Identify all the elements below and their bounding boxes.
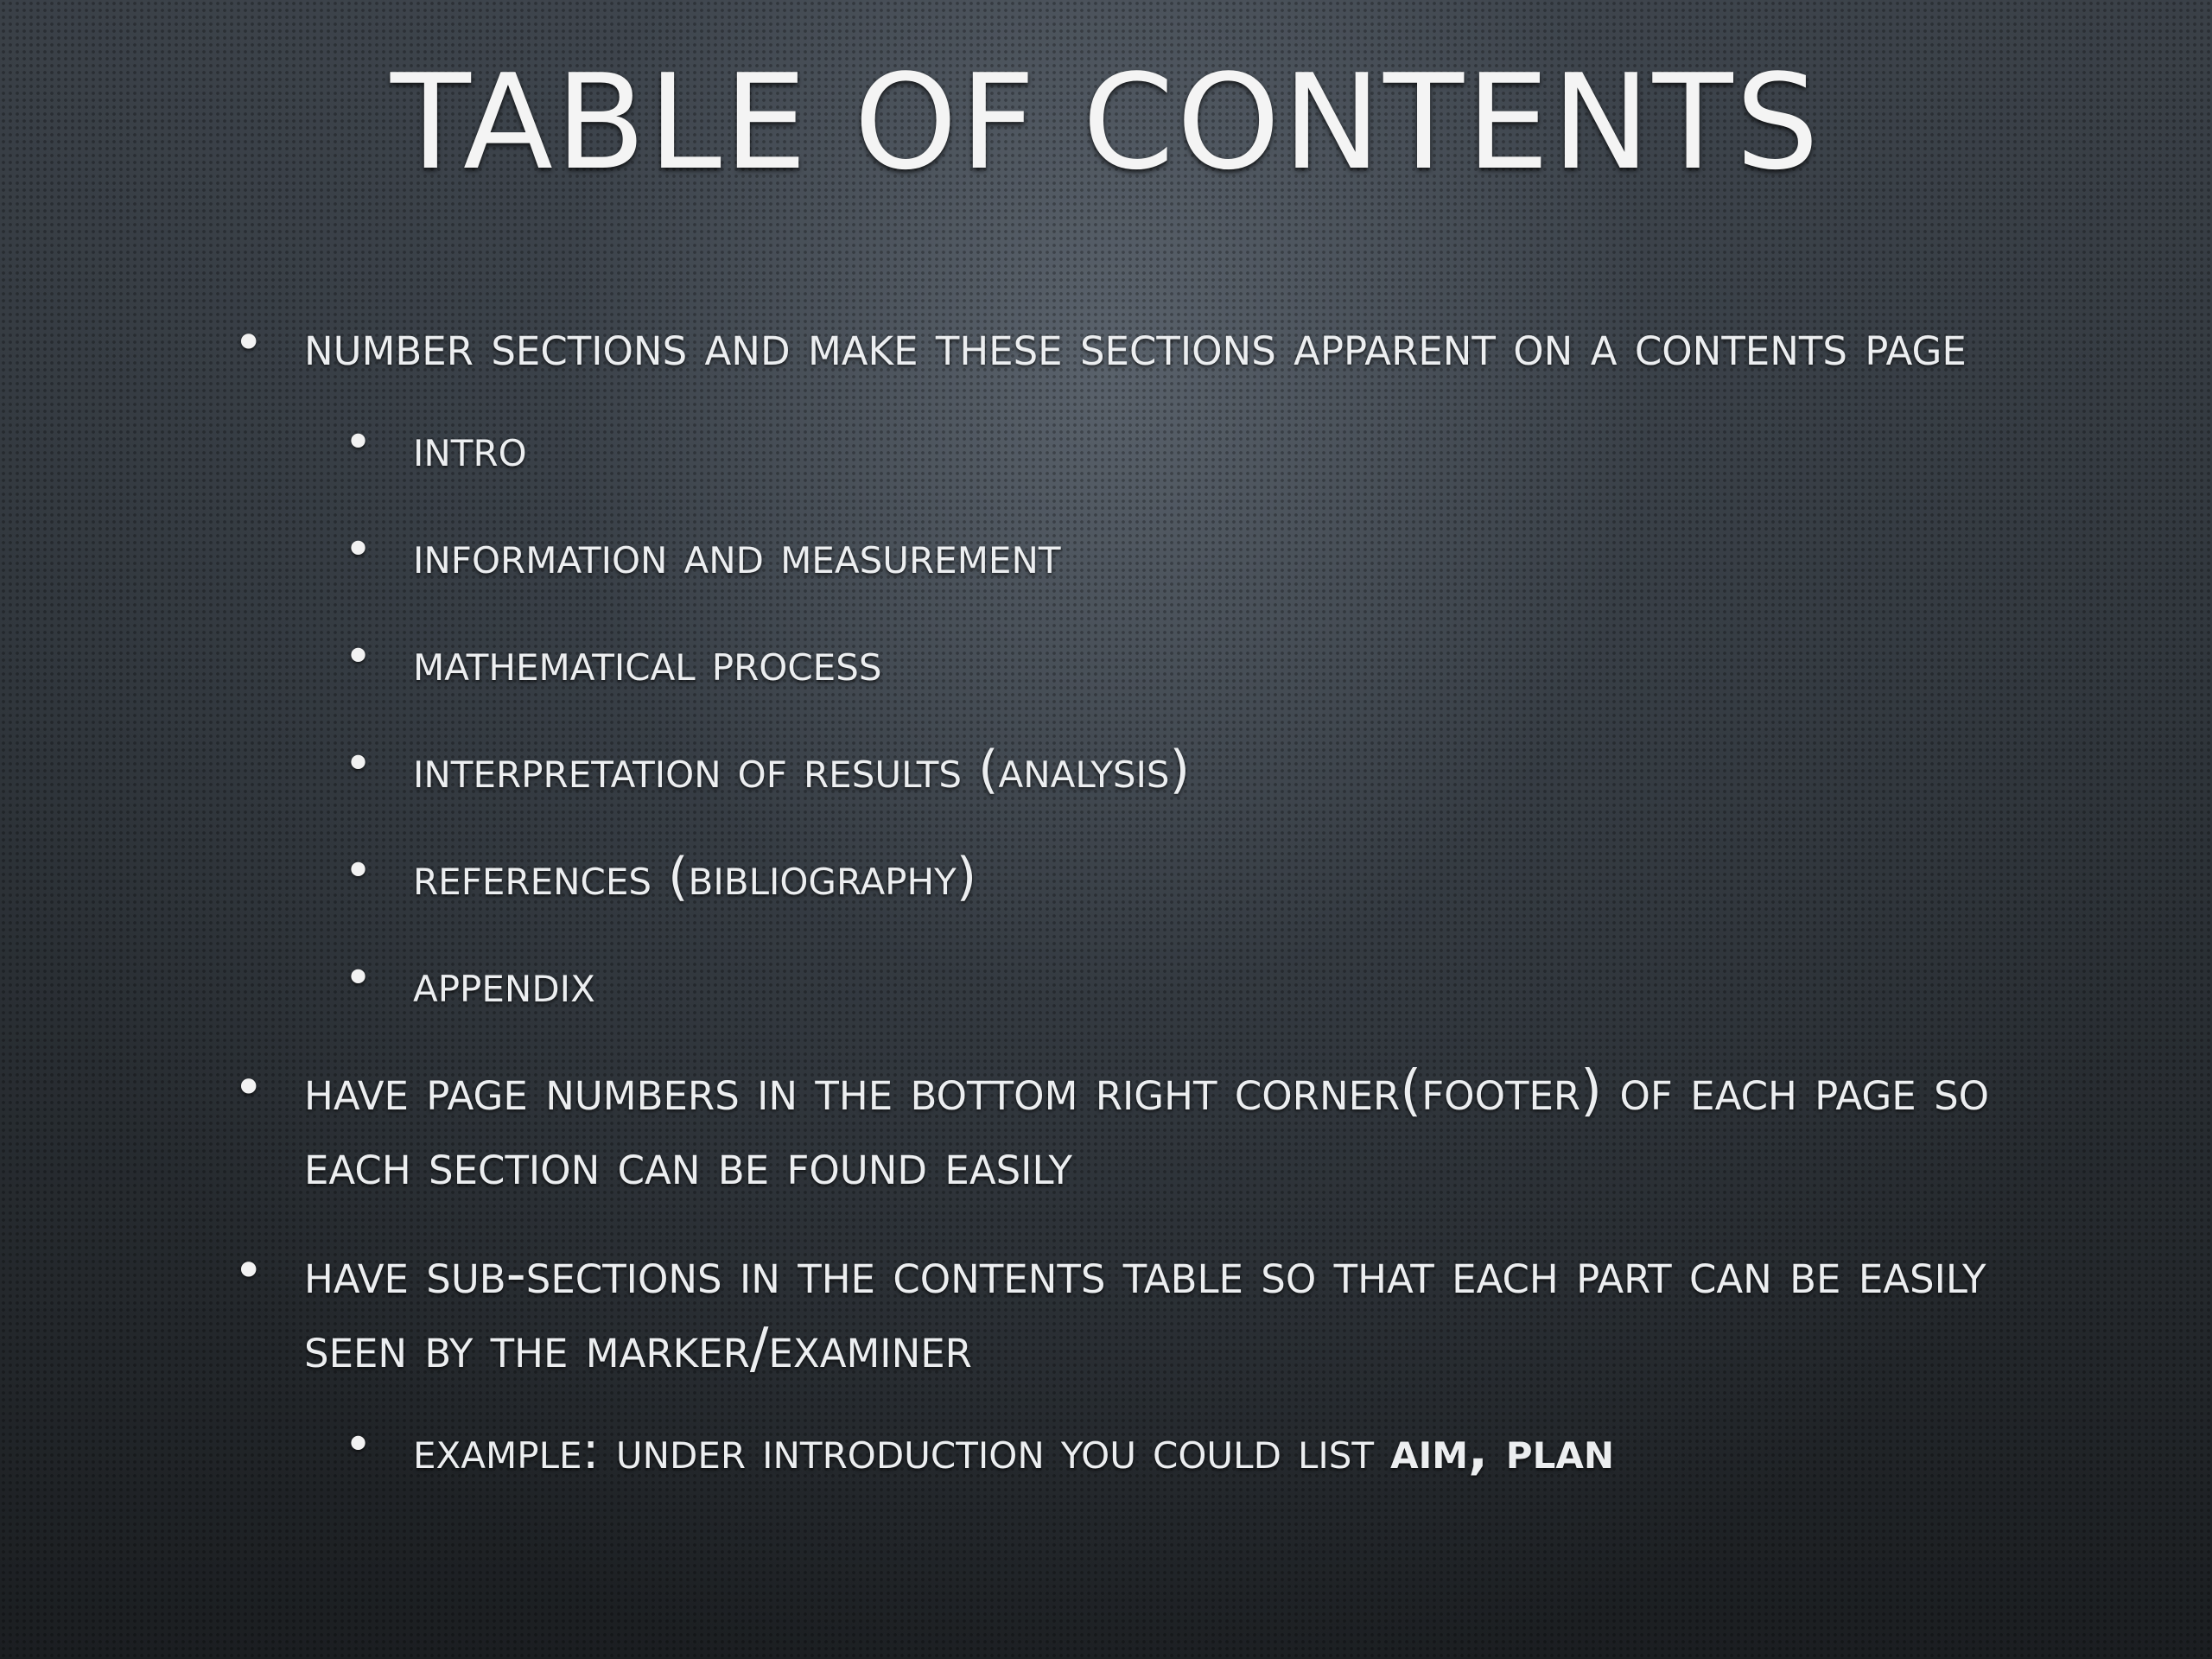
bullet-icon: • <box>233 1241 264 1301</box>
list-item-text: have sub-sections in the contents table so that each part can be easily seen by the marker/examiner <box>304 1243 1986 1381</box>
list-item <box>233 734 2031 805</box>
list-item <box>233 413 2031 484</box>
list-item <box>233 1415 2031 1486</box>
example-emphasis-text: aim, plan <box>1390 1421 1614 1481</box>
list-item-text: appendix <box>413 954 595 1014</box>
bullet-icon: • <box>344 950 373 1007</box>
bullet-icon: • <box>344 629 373 685</box>
list-item-text: intro <box>413 418 527 479</box>
bullet-icon: • <box>344 1417 373 1473</box>
list-item-text: number sections and make these sections apparent on a contents page <box>304 315 1967 378</box>
list-item <box>233 1237 2031 1386</box>
list-item-text: mathematical process <box>413 632 882 693</box>
bullet-icon: • <box>344 522 373 578</box>
list-item <box>233 1054 2031 1203</box>
list-item-text: interpretation of results (analysis) <box>413 740 1190 800</box>
list-item-text <box>413 1421 1614 1481</box>
bullet-icon: • <box>233 1058 264 1118</box>
slide-title: TABLE OF CONTENTS <box>390 46 1822 199</box>
list-item-text: have page numbers in the bottom right corner(footer) of each page so each section can be found easily <box>304 1059 1990 1198</box>
list-item <box>233 309 2031 384</box>
bullet-list <box>233 309 2031 1486</box>
bullet-icon: • <box>344 415 373 471</box>
list-item <box>233 627 2031 698</box>
list-item <box>233 520 2031 591</box>
list-item <box>233 949 2031 1020</box>
bullet-icon: • <box>344 843 373 899</box>
bullet-icon: • <box>233 313 264 373</box>
list-item-text: references (bibliography) <box>413 847 977 907</box>
list-item <box>233 842 2031 912</box>
example-lead-text: example: under introduction you could list <box>413 1421 1391 1481</box>
bullet-icon: • <box>344 736 373 792</box>
list-item-text: information and measurement <box>413 525 1061 586</box>
